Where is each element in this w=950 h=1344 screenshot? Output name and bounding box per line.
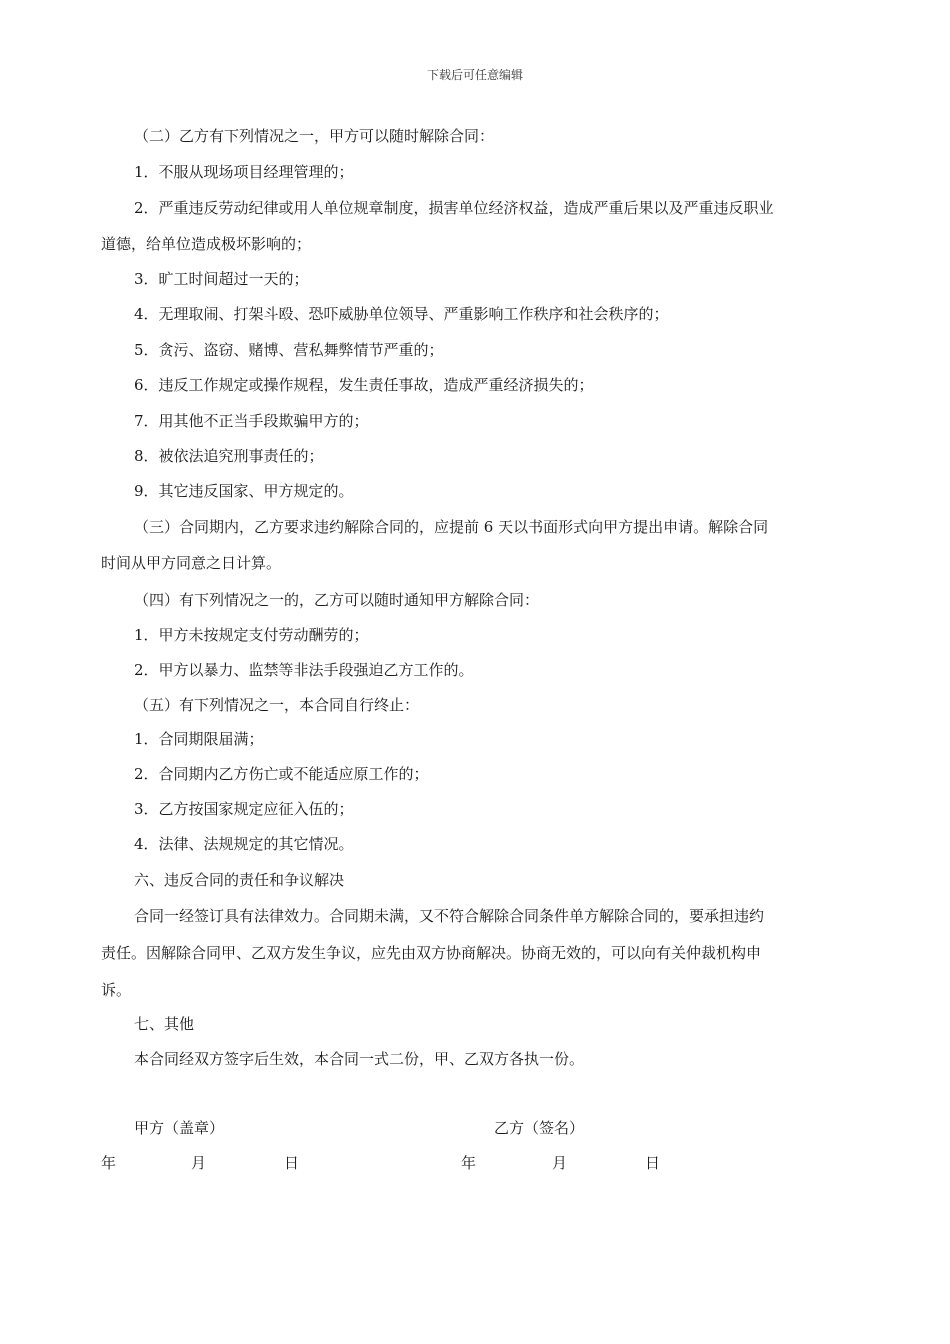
list-item: 1．合同期限届满；	[134, 730, 264, 748]
party-a-month-label: 月	[191, 1154, 207, 1172]
section-6-heading: 六、违反合同的责任和争议解决	[134, 871, 345, 889]
party-b-month-label: 月	[552, 1154, 568, 1172]
list-item: 5．贪污、盗窃、赌博、营私舞弊情节严重的；	[134, 341, 444, 359]
party-b-year-label: 年	[461, 1154, 477, 1172]
section-7-paragraph: 本合同经双方签字后生效，本合同一式二份，甲、乙双方各执一份。	[134, 1050, 585, 1068]
list-item: 8．被依法追究刑事责任的；	[134, 447, 324, 465]
clause-3-paragraph: （三）合同期内，乙方要求违约解除合同的，应提前 6 天以书面形式向甲方提出申请。解除合同	[134, 518, 769, 536]
party-a-year-label: 年	[101, 1154, 117, 1172]
party-b-signature-label: 乙方（签名）	[494, 1119, 585, 1137]
list-item: 3．乙方按国家规定应征入伍的；	[134, 800, 354, 818]
list-item: 1．甲方未按规定支付劳动酬劳的；	[134, 626, 369, 644]
list-item: 9．其它违反国家、甲方规定的。	[134, 482, 354, 500]
list-item: 4．法律、法规规定的其它情况。	[134, 835, 354, 853]
list-item: 7．用其他不正当手段欺骗甲方的；	[134, 412, 369, 430]
party-b-day-label: 日	[645, 1154, 661, 1172]
section-6-continuation: 责任。因解除合同甲、乙双方发生争议，应先由双方协商解决。协商无效的，可以向有关仲裁机构申	[101, 944, 762, 962]
list-item: 6．违反工作规定或操作规程，发生责任事故，造成严重经济损失的；	[134, 376, 594, 394]
clause-2-heading: （二）乙方有下列情况之一，甲方可以随时解除合同：	[134, 127, 495, 145]
section-6-continuation: 诉。	[101, 981, 132, 999]
list-item: 3．旷工时间超过一天的；	[134, 270, 309, 288]
clause-5-heading: （五）有下列情况之一，本合同自行终止：	[134, 696, 420, 714]
list-item: 2．严重违反劳动纪律或用人单位规章制度，损害单位经济权益，造成严重后果以及严重违反职业	[134, 199, 774, 217]
clause-4-heading: （四）有下列情况之一的，乙方可以随时通知甲方解除合同：	[134, 591, 540, 609]
list-item: 2．合同期内乙方伤亡或不能适应原工作的；	[134, 765, 429, 783]
section-6-paragraph: 合同一经签订具有法律效力。合同期未满，又不符合解除合同条件单方解除合同的，要承担违约	[134, 907, 765, 925]
section-7-heading: 七、其他	[134, 1015, 195, 1033]
party-a-seal-label: 甲方（盖章）	[134, 1119, 225, 1137]
party-a-day-label: 日	[284, 1154, 300, 1172]
list-item: 2．甲方以暴力、监禁等非法手段强迫乙方工作的。	[134, 661, 474, 679]
list-item-continuation: 道德，给单位造成极坏影响的；	[101, 235, 312, 253]
list-item: 4．无理取闹、打架斗殴、恐吓威胁单位领导、严重影响工作秩序和社会秩序的；	[134, 305, 669, 323]
clause-3-continuation: 时间从甲方同意之日计算。	[101, 554, 282, 572]
list-item: 1．不服从现场项目经理管理的；	[134, 163, 354, 181]
page-header: 下载后可任意编辑	[426, 68, 523, 82]
